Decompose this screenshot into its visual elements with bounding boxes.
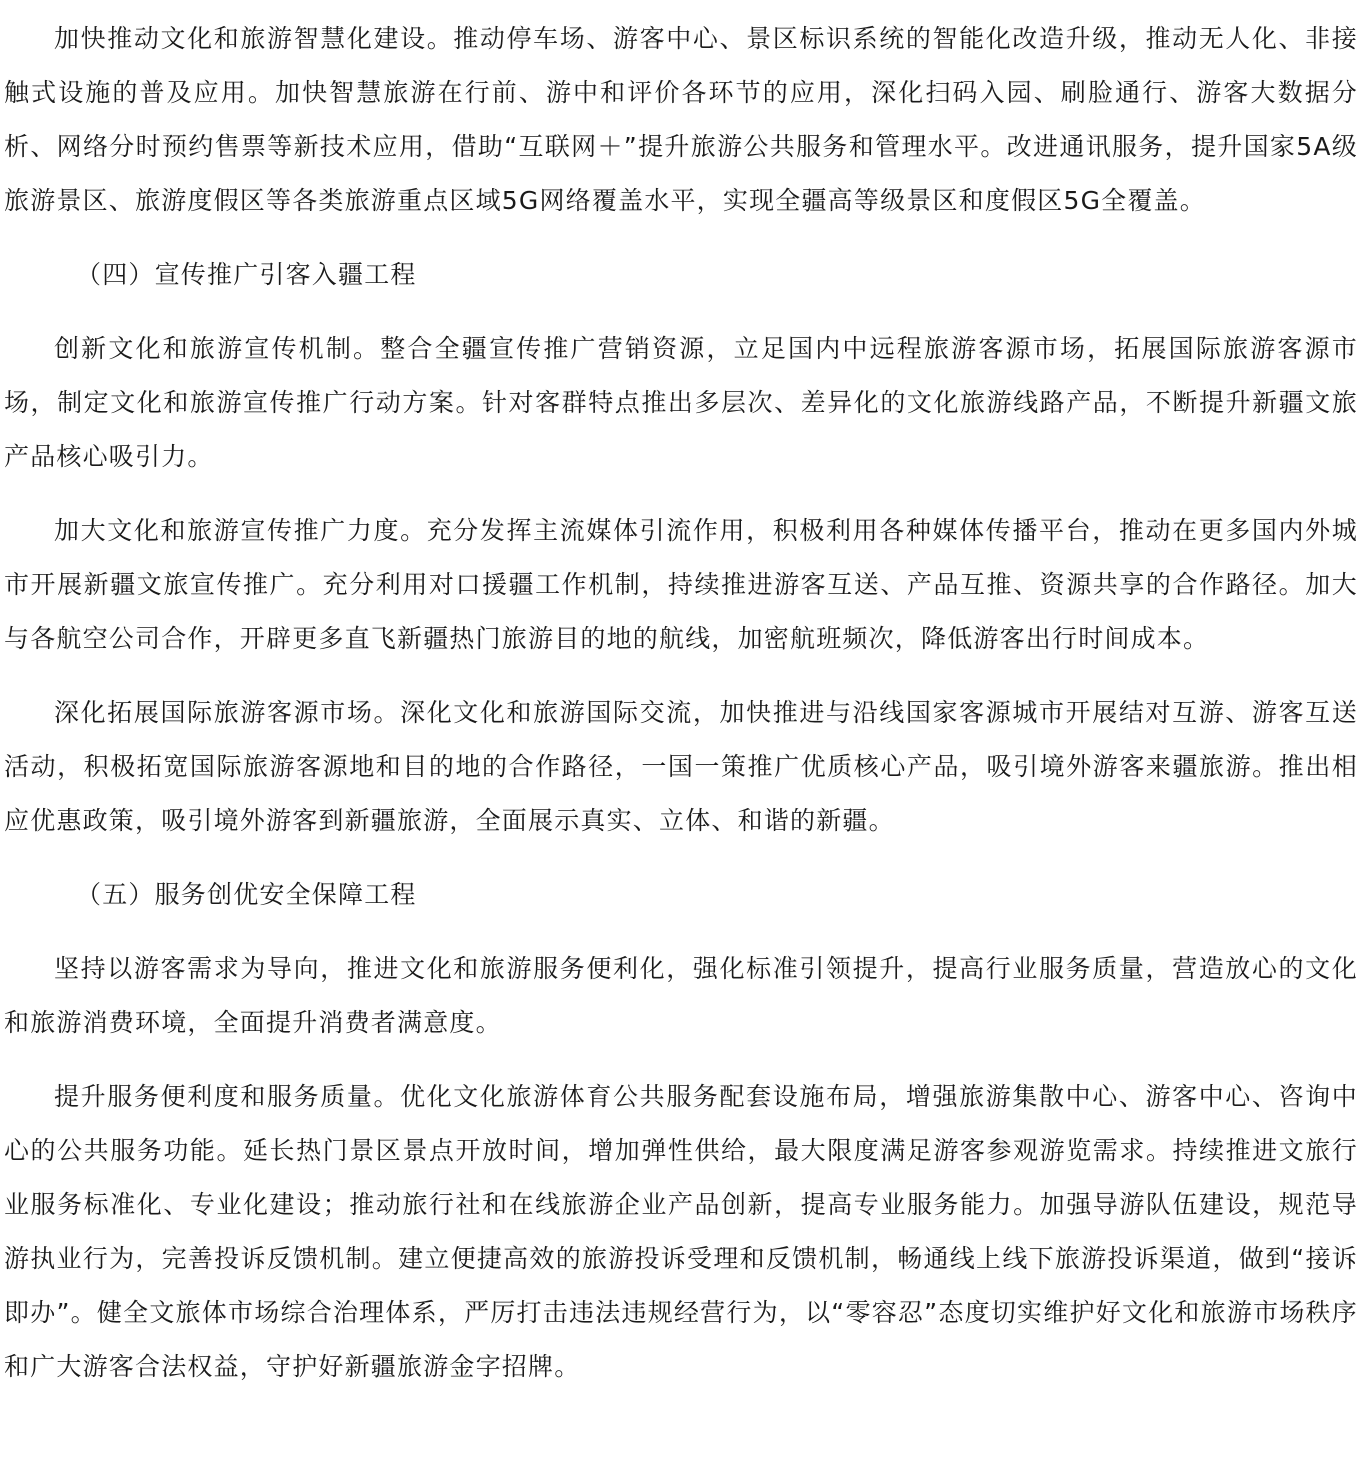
paragraph-international-market: 深化拓展国际旅游客源市场。深化文化和旅游国际交流，加快推进与沿线国家客源城市开展结对互游、游客互送活动，积极拓宽国际旅游客源地和目的地的合作路径，一国一策推广优质核心产品，吸引境外游客来疆旅游。推出相应优惠政策，吸引境外游客到新疆旅游，全面展示真实、立体、和谐的新疆。 [4,698,1358,835]
paragraph-visitor-oriented: 坚持以游客需求为导向，推进文化和旅游服务便利化，强化标准引领提升，提高行业服务质量，营造放心的文化和旅游消费环境，全面提升消费者满意度。 [4,954,1358,1037]
paragraph-service-quality: 提升服务便利度和服务质量。优化文化旅游体育公共服务配套设施布局，增强旅游集散中心、游客中心、咨询中心的公共服务功能。延长热门景区景点开放时间，增加弹性供给，最大限度满足游客参观游览需求。持续推进文旅行业服务标准化、专业化建设；推动旅行社和在线旅游企业产品创新，提高专业服务能力。加强导游队伍建设，规范导游执业行为，完善投诉反馈机制。建立便捷高效的旅游投诉受理和反馈机制，畅通线上线下旅游投诉渠道，做到“接诉即办”。健全文旅体市场综合治理体系，严厉打击违法违规经营行为，以“零容忍”态度切实维护好文化和旅游市场秩序和广大游客合法权益，守护好新疆旅游金字招牌。 [4,1082,1358,1381]
paragraph-smart-tourism: 加快推动文化和旅游智慧化建设。推动停车场、游客中心、景区标识系统的智能化改造升级，推动无人化、非接触式设施的普及应用。加快智慧旅游在行前、游中和评价各环节的应用，深化扫码入园、刷脸通行、游客大数据分析、网络分时预约售票等新技术应用，借助“互联网＋”提升旅游公共服务和管理水平。改进通讯服务，提升国家5A级旅游景区、旅游度假区等各类旅游重点区域5G网络覆盖水平，实现全疆高等级景区和度假区5G全覆盖。 [4,24,1358,215]
section-heading-5: （五）服务创优安全保障工程 [76,880,417,909]
paragraph-promotion-efforts: 加大文化和旅游宣传推广力度。充分发挥主流媒体引流作用，积极利用各种媒体传播平台，推动在更多国内外城市开展新疆文旅宣传推广。充分利用对口援疆工作机制，持续推进游客互送、产品互推、资源共享的合作路径。加大与各航空公司合作，开辟更多直飞新疆热门旅游目的地的航线，加密航班频次，降低游客出行时间成本。 [4,516,1358,653]
section-heading-4: （四）宣传推广引客入疆工程 [76,260,417,289]
paragraph-promotion-mechanism: 创新文化和旅游宣传机制。整合全疆宣传推广营销资源，立足国内中远程旅游客源市场，拓展国际旅游客源市场，制定文化和旅游宣传推广行动方案。针对客群特点推出多层次、差异化的文化旅游线路产品，不断提升新疆文旅产品核心吸引力。 [4,334,1358,471]
